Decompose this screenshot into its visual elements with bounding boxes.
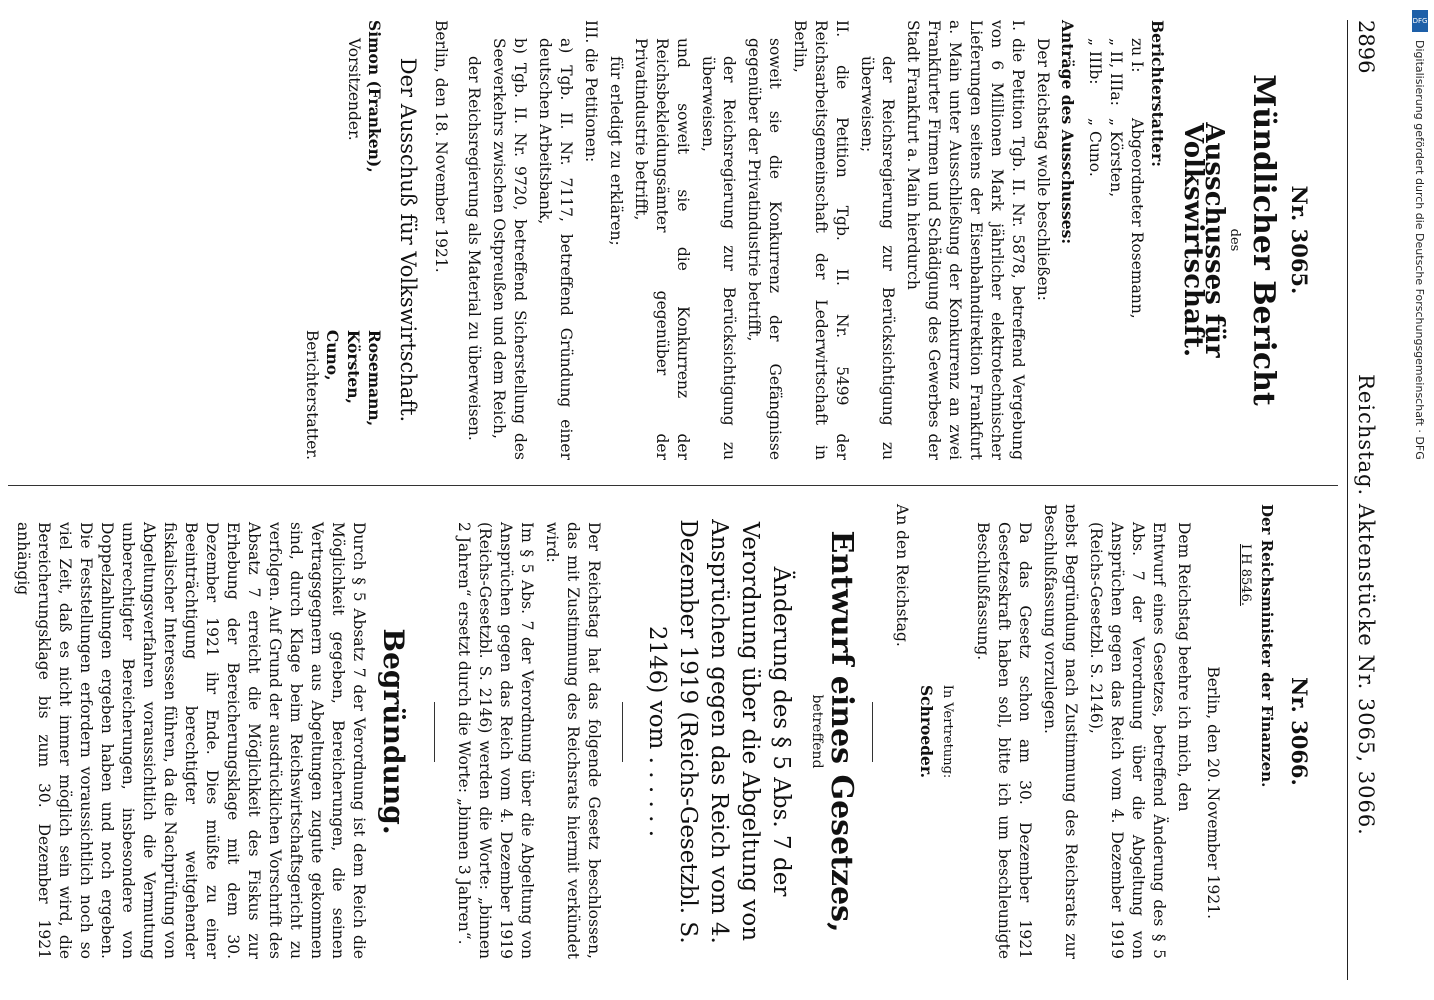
bill-subject-label: betreffend — [809, 694, 825, 769]
page-header — [1347, 20, 1382, 980]
committee-title: Ausschusses für Volkswirtschaft. — [1178, 122, 1229, 358]
signer: Rosemann, — [365, 329, 384, 427]
motion-item-1-resolution: der Reichsregierung zur Berücksichtigung zu überweisen; — [858, 56, 897, 460]
justification-text: Durch § 5 Absatz 7 der Verordnung ist dem Reich die Möglichkeit gegeben, Bereicherungen, die seinen Vertragsgegnern aus Abgeltungen zugute gekommen sind, durch Klage beim Reichswirtschaftsgericht zu verfolgen. Auf Grund der ausdrücklichen Vorschrift des Absatz 7 erreicht die Möglichkeit des Fiskus zur Erhebung der Bereicherungsklage mit dem 30. Dezember 1921 ihr Ende. Dies müßte zu einer Beeinträchtigung berechtigter weitgehender fiskalischer Interessen führen, da die Nachprüfung von Abgeltungsverfahren voraussichtlich die Vermutung unberechtigter Bereicherungen, insbesondere von Doppelzahlungen ergeben haben und noch ergeben. Die Feststellungen erfordern voraussichtlich noch so viel Zeit, daß es nicht immer möglich sein wird, die Bereicherungsklage bis zum 30. Dezember 1921 anhängig — [14, 522, 368, 959]
reporter-row: „ IIIb: „ Cuno. — [1086, 38, 1104, 177]
addressee: An den Reichstag. — [893, 504, 911, 647]
reporter-row: „ II, IIIa: „ Körsten, — [1107, 38, 1125, 198]
divider — [622, 702, 623, 762]
motions-heading: Anträge des Ausschusses: — [1058, 20, 1077, 245]
motion-item-2b-resolution: für erledigt zu erklären; — [607, 56, 625, 246]
signers-role: Berichterstatter. — [303, 329, 321, 460]
letter-intro: Dem Reichstag beehre ich mich, den — [1175, 522, 1193, 812]
enactment-clause: Der Reichstag hat das folgende Gesetz beschlossen, das mit Zustimmung des Reichsrats hiermit verkündet wird: — [543, 522, 603, 959]
reporters-block — [301, 330, 385, 460]
letter-date: Berlin, den 20. November 1921. — [1204, 666, 1222, 919]
motion-item-2a-resolution: der Reichsregierung zur Berücksichtigung zu überweisen, — [699, 56, 738, 460]
letter-paragraph: nebst Begründung nach Zustimmung des Reichsrats zur Beschlußfassung vorzulegen. — [1041, 504, 1080, 959]
page-number: 2896 — [1354, 20, 1378, 74]
signer: Körsten, — [344, 329, 363, 404]
motion-item-2: II. die Petition Tgb. II. Nr. 5499 der Reichsarbeitsgemeinschaft der Lederwirtschaft in Berlin, — [791, 20, 851, 460]
chair-role: Vorsitzender. — [345, 38, 363, 141]
letter-paragraph: Da das Gesetz schon am 30. Dezember 1921 Gesetzeskraft haben soll, bitte ich um beschleunigte Beschlußfassung. — [974, 522, 1034, 959]
ministry-name: Der Reichsminister der Finanzen. — [1258, 504, 1276, 788]
chair-name: Simon (Franken), — [365, 20, 384, 173]
deputy-label: In Vertretung: — [940, 684, 955, 779]
motion-item-2b: und soweit sie die Konkurrenz der Reichsbekleidungsämter gegenüber der Privatindustrie betrifft, — [632, 38, 692, 460]
reporters-heading: Berichterstatter: — [1148, 20, 1167, 167]
bill-subject: Änderung des § 5 Abs. 7 der Verordnung über die Abgeltung von Ansprüchen gegen das Reich vom 4. Dezember 1919 (Reichs-Gesetzbl. S. 2146) vom . . . . . . — [644, 519, 794, 944]
signatures — [301, 20, 385, 460]
file-reference: I H 8546. — [1238, 544, 1253, 606]
left-column — [301, 20, 1338, 460]
title-connector: des — [1227, 228, 1242, 252]
doc-number-3066: Nr. 3066. — [1287, 677, 1312, 786]
doc-number-3065: Nr. 3065. — [1287, 185, 1312, 295]
divider — [872, 702, 873, 762]
divider — [434, 702, 435, 762]
credit-text: Digitalisierung gefördert durch die Deutsche Forschungsgemeinschaft · DFG — [1413, 40, 1426, 460]
digitization-credit — [1404, 0, 1434, 1000]
justification-heading: Begründung. — [377, 628, 410, 835]
right-column — [8, 485, 1338, 959]
signer-name: Schroeder. — [917, 684, 936, 779]
report-title: Mündlicher Bericht — [1246, 74, 1281, 406]
motion-item-3a: a) Tgb. II. Nr. 7117, betreffend Gründung einer deutschen Arbeitsbank, — [536, 38, 575, 460]
motion-item-3-resolution: der Reichsregierung als Material zu überweisen. — [465, 56, 483, 441]
bill-title: Entwurf eines Gesetzes, — [824, 530, 859, 933]
motion-item-2a: soweit sie die Konkurrenz der Gefängnisse gegenüber der Privatindustrie betrifft, — [745, 38, 784, 460]
reporter-row: zu I: Abgeordneter Rosemann, — [1128, 38, 1146, 319]
report-date: Berlin, den 18. November 1921. — [432, 20, 450, 273]
motion-item-1: I. die Petition Tgb. II. Nr. 5878, betreffend Vergebung von 6 Millionen Mark jährlicher elektrotechnischer Lieferungen seitens der Eisenbahndirektion Frankfurt a. Main unter Ausschließung der Konkurrenz an zwei Frankfurter Firmen und Schädigung des Gewerbes der Stadt Frankfurt a. Main hierdurch — [904, 20, 1027, 460]
bill-reference: Entwurf eines Gesetzes, betreffend Änderung des § 5 Abs. 7 der Verordnung über die Abgeltung von Ansprüchen gegen das Reich vom 4. Dezember 1919 (Reichs-Gesetzbl. S. 2146), — [1087, 522, 1168, 959]
running-title: Reichstag. Aktenstücke Nr. 3065, 3066. — [1354, 374, 1378, 836]
committee-signature: Der Ausschuß für Volkswirtschaft. — [396, 57, 420, 423]
motion-intro: Der Reichstag wolle beschließen: — [1034, 38, 1052, 301]
signer: Cuno, — [323, 329, 342, 381]
chair-block — [301, 20, 385, 173]
bill-article: Im § 5 Abs. 7 der Verordnung über die Abgeltung von Ansprüchen gegen das Reich vom 4. Dezember 1919 (Reichs-Gesetzbl. S. 2146) werden die Worte: „binnen 2 Jahren“ ersetzt durch die Worte: „binnen 3 Jahren“. — [455, 522, 536, 959]
motion-item-3b: b) Tgb. II. Nr. 9720, betreffend Sicherstellung des Seeverkehrs zwischen Ostpreußen und dem Reich, — [490, 38, 529, 460]
motion-item-3: III. die Petitionen: — [582, 20, 600, 163]
dfg-logo: DFG — [1412, 10, 1428, 32]
